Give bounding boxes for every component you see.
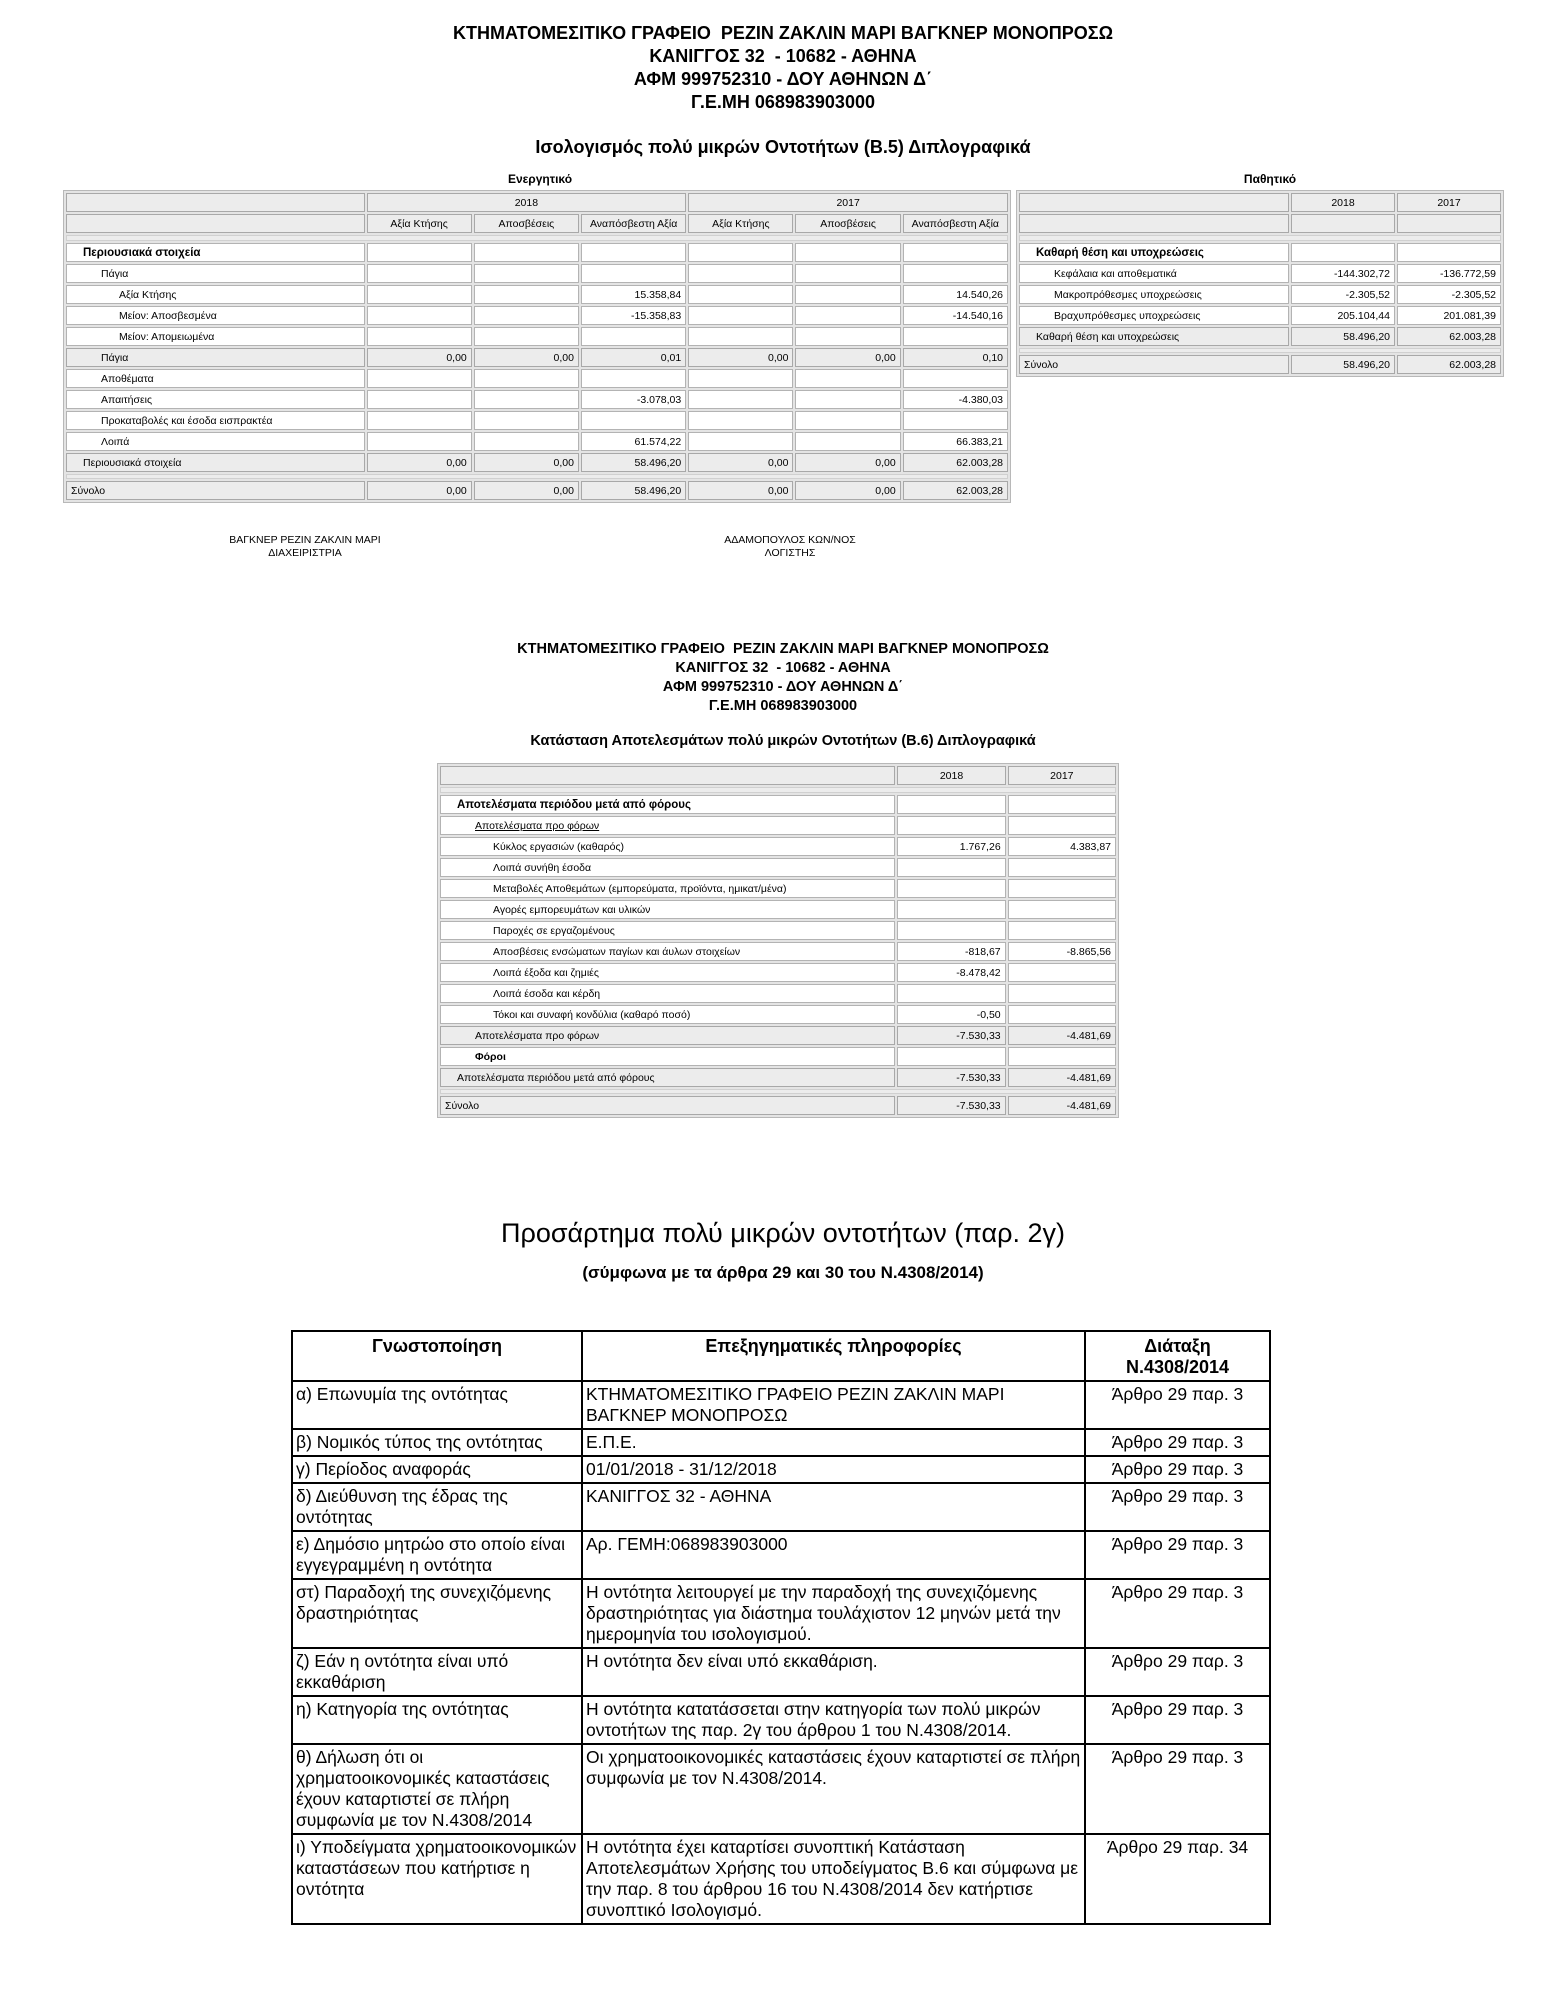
total-row (1019, 355, 1501, 374)
annex-title: Προσάρτημα πολύ μικρών οντοτήτων (παρ. 2γ) (500, 1218, 1066, 1248)
assets-year-row (66, 193, 1008, 212)
value-cell: -2.305,52 (1291, 285, 1395, 304)
row-label: Φόροι (440, 1047, 895, 1066)
row-label: Λοιπά συνήθη έσοδα (440, 858, 895, 877)
explanation-cell: Η οντότητα έχει καταρτίσει συνοπτική Κατάσταση Αποτελεσμάτων Χρήσης του υποδείγματος Β.6 και σύμφωνα με την παρ. 8 του άρθρου 16 του Ν.4308/2014 δεν κατήρτισε συνοπτικό Ισολογισμό. (582, 1834, 1085, 1924)
signature-role: ΔΙΑΧΕΙΡΙΣΤΡΙΑ (268, 547, 342, 559)
company-header (283, 640, 1283, 716)
col-cost-2018: Αξία Κτήσης (367, 214, 472, 233)
table-row (1019, 327, 1501, 346)
disclosure-cell: α) Επωνυμία της οντότητας (292, 1381, 582, 1429)
results-year-2017: 2017 (1008, 766, 1116, 785)
assets-heading: Ενεργητικό (507, 172, 573, 186)
value-cell: -7.530,33 (897, 1068, 1005, 1087)
signature-role: ΛΟΓΙΣΤΗΣ (764, 547, 816, 559)
value-cell: 0,00 (795, 481, 900, 500)
company-address: ΚΑΝΙΓΓΟΣ 32 - 10682 - ΑΘΗΝΑ (649, 46, 917, 66)
table-row (66, 411, 1008, 430)
value-cell: -14.540,16 (903, 306, 1008, 325)
explanation-cell: ΚΤΗΜΑΤΟΜΕΣΙΤΙΚΟ ΓΡΑΦΕΙΟ ΡΕΖΙΝ ΖΑΚΛΙΝ ΜΑΡΙ ΒΑΓΚΝΕΡ ΜΟΝΟΠΡΟΣΩ (582, 1381, 1085, 1429)
annex-table (291, 1330, 1271, 1925)
company-header (283, 22, 1283, 114)
table-row (66, 285, 1008, 304)
liabilities-heading: Παθητικό (1243, 172, 1297, 186)
row-label: Αγορές εμπορευμάτων και υλικών (440, 900, 895, 919)
explanation-cell: Αρ. ΓΕΜΗ:068983903000 (582, 1531, 1085, 1579)
col-net-2017: Αναπόσβεστη Αξία (903, 214, 1008, 233)
balance-sheet-title: Ισολογισμός πολύ μικρών Οντοτήτων (Β.5) Διπλογραφικά (535, 137, 1031, 157)
income-statement-table (437, 763, 1119, 1118)
table-row (292, 1579, 1270, 1648)
value-cell: 0,00 (688, 348, 793, 367)
row-label: Βραχυπρόθεσμες υποχρεώσεις (1019, 306, 1289, 325)
row-label: Λοιπά (66, 432, 365, 451)
disclosure-cell: ε) Δημόσιο μητρώο στο οποίο είναι εγγεγραμμένη η οντότητα (292, 1531, 582, 1579)
value-cell: -2.305,52 (1397, 285, 1501, 304)
company-address: ΚΑΝΙΓΓΟΣ 32 - 10682 - ΑΘΗΝΑ (675, 660, 891, 676)
table-row (440, 900, 1116, 919)
table-row (440, 1047, 1116, 1066)
row-label: Προκαταβολές και έσοδα εισπρακτέα (66, 411, 365, 430)
row-label: Αξία Κτήσης (66, 285, 365, 304)
value-cell (367, 390, 472, 409)
assets-column-header-row (66, 214, 1008, 233)
assets-year-2018: 2018 (367, 193, 687, 212)
explanation-cell: Οι χρηματοοικονομικές καταστάσεις έχουν καταρτιστεί σε πλήρη συμφωνία με τον Ν.4308/2014. (582, 1744, 1085, 1834)
value-cell: 0,00 (795, 348, 900, 367)
table-row (66, 369, 1008, 388)
row-label: Μείον: Απομειωμένα (66, 327, 365, 346)
provision-cell: Άρθρο 29 παρ. 3 (1085, 1531, 1270, 1579)
row-label: Αποτελέσματα περιόδου μετά από φόρους (440, 795, 895, 814)
value-cell (795, 390, 900, 409)
provision-cell: Άρθρο 29 παρ. 3 (1085, 1648, 1270, 1696)
liab-year-2017: 2017 (1397, 193, 1501, 212)
assets-table (63, 190, 1011, 503)
table-row (66, 327, 1008, 346)
value-cell (1008, 1005, 1116, 1024)
value-cell: 0,10 (903, 348, 1008, 367)
value-cell: 0,00 (688, 453, 793, 472)
provision-cell: Άρθρο 29 παρ. 3 (1085, 1579, 1270, 1648)
value-cell: 201.081,39 (1397, 306, 1501, 325)
value-cell: 62.003,28 (903, 453, 1008, 472)
company-tax-id: ΑΦΜ 999752310 - ΔΟΥ ΑΘΗΝΩΝ Δ΄ (633, 69, 933, 89)
value-cell: 205.104,44 (1291, 306, 1395, 325)
col-depr-2017: Αποσβέσεις (795, 214, 900, 233)
results-year-2018: 2018 (897, 766, 1005, 785)
row-label: Αποθέματα (66, 369, 365, 388)
value-cell (474, 390, 579, 409)
table-row (66, 306, 1008, 325)
row-label: Απαιτήσεις (66, 390, 365, 409)
value-cell (474, 432, 579, 451)
value-cell: -818,67 (897, 942, 1005, 961)
table-row (440, 1005, 1116, 1024)
row-label: Κύκλος εργασιών (καθαρός) (440, 837, 895, 856)
results-year-row (440, 766, 1116, 785)
row-label: Σύνολο (66, 481, 365, 500)
explanation-cell: ΚΑΝΙΓΓΟΣ 32 - ΑΘΗΝΑ (582, 1483, 1085, 1531)
liabilities-table (1016, 190, 1504, 377)
explanation-cell: Ε.Π.Ε. (582, 1429, 1085, 1456)
value-cell (795, 306, 900, 325)
col-depr-2018: Αποσβέσεις (474, 214, 579, 233)
provision-law: Ν.4308/2014 (1125, 1357, 1230, 1377)
table-row (66, 243, 1008, 262)
col-explanatory: Επεξηγηματικές πληροφορίες (582, 1331, 1085, 1381)
table-row (1019, 306, 1501, 325)
value-cell: -4.481,69 (1008, 1096, 1116, 1115)
value-cell (688, 432, 793, 451)
table-row (440, 795, 1116, 814)
col-disclosure: Γνωστοποίηση (292, 1331, 582, 1381)
annex-subtitle: (σύμφωνα με τα άρθρα 29 και 30 του Ν.4308/2014) (582, 1263, 984, 1282)
table-row (440, 984, 1116, 1003)
table-row (440, 858, 1116, 877)
value-cell (367, 432, 472, 451)
disclosure-cell: η) Κατηγορία της οντότητας (292, 1696, 582, 1744)
value-cell (474, 285, 579, 304)
row-label: Σύνολο (1019, 355, 1289, 374)
table-row (440, 1068, 1116, 1087)
value-cell: 0,00 (474, 481, 579, 500)
annex-header-row (292, 1331, 1270, 1381)
row-label: Λοιπά έσοδα και κέρδη (440, 984, 895, 1003)
value-cell: 62.003,28 (903, 481, 1008, 500)
value-cell: 0,00 (474, 453, 579, 472)
value-cell (795, 285, 900, 304)
table-row (440, 921, 1116, 940)
row-label: Παροχές σε εργαζομένους (440, 921, 895, 940)
provision-cell: Άρθρο 29 παρ. 3 (1085, 1381, 1270, 1429)
value-cell: -136.772,59 (1397, 264, 1501, 283)
row-label: Πάγια (66, 348, 365, 367)
disclosure-cell: θ) Δήλωση ότι οι χρηματοοικονομικές καταστάσεις έχουν καταρτιστεί σε πλήρη συμφωνία με τον Ν.4308/2014 (292, 1744, 582, 1834)
disclosure-cell: γ) Περίοδος αναφοράς (292, 1456, 582, 1483)
value-cell: 0,00 (474, 348, 579, 367)
value-cell: 62.003,28 (1397, 327, 1501, 346)
company-registry: Γ.Ε.ΜΗ 068983903000 (708, 698, 858, 714)
total-row (440, 1096, 1116, 1115)
company-registry: Γ.Ε.ΜΗ 068983903000 (691, 92, 875, 112)
company-tax-id: ΑΦΜ 999752310 - ΔΟΥ ΑΘΗΝΩΝ Δ΄ (662, 679, 904, 695)
signature-accountant (665, 534, 915, 560)
col-provision (1085, 1331, 1270, 1381)
row-label: Αποτελέσματα προ φόρων (440, 1026, 895, 1045)
row-label: Μακροπρόθεσμες υποχρεώσεις (1019, 285, 1289, 304)
row-label: Πάγια (66, 264, 365, 283)
value-cell: 61.574,22 (581, 432, 686, 451)
row-label: Τόκοι και συναφή κονδύλια (καθαρό ποσό) (440, 1005, 895, 1024)
row-label: Κεφάλαια και αποθεματικά (1019, 264, 1289, 283)
value-cell: 14.540,26 (903, 285, 1008, 304)
value-cell: 0,00 (795, 453, 900, 472)
table-row (1019, 285, 1501, 304)
provision-cell: Άρθρο 29 παρ. 3 (1085, 1456, 1270, 1483)
row-label: Αποτελέσματα περιόδου μετά από φόρους (440, 1068, 895, 1087)
value-cell: 15.358,84 (581, 285, 686, 304)
row-label: Περιουσιακά στοιχεία (66, 243, 365, 262)
value-cell: -4.380,03 (903, 390, 1008, 409)
explanation-cell: Η οντότητα κατατάσσεται στην κατηγορία των πολύ μικρών οντοτήτων της παρ. 2γ του άρθρου 1 του Ν.4308/2014. (582, 1696, 1085, 1744)
value-cell (1008, 963, 1116, 982)
explanation-cell: 01/01/2018 - 31/12/2018 (582, 1456, 1085, 1483)
table-row (66, 432, 1008, 451)
table-row (292, 1483, 1270, 1531)
disclosure-cell: στ) Παραδοχή της συνεχιζόμενης δραστηριότητας (292, 1579, 582, 1648)
table-row (440, 837, 1116, 856)
liab-year-2018: 2018 (1291, 193, 1395, 212)
signature-manager (180, 534, 430, 560)
table-row (440, 816, 1116, 835)
provision-cell: Άρθρο 29 παρ. 3 (1085, 1744, 1270, 1834)
value-cell (688, 285, 793, 304)
value-cell: -7.530,33 (897, 1026, 1005, 1045)
assets-year-2017: 2017 (688, 193, 1008, 212)
provision-cell: Άρθρο 29 παρ. 3 (1085, 1483, 1270, 1531)
provision-label: Διάταξη (1144, 1336, 1211, 1356)
value-cell: 62.003,28 (1397, 355, 1501, 374)
company-name: ΚΤΗΜΑΤΟΜΕΣΙΤΙΚΟ ΓΡΑΦΕΙΟ ΡΕΖΙΝ ΖΑΚΛΙΝ ΜΑΡΙ ΒΑΓΚΝΕΡ ΜΟΝΟΠΡΟΣΩ (517, 641, 1049, 657)
row-label: Καθαρή θέση και υποχρεώσεις (1019, 327, 1289, 346)
liabilities-year-row (1019, 193, 1501, 212)
table-row (292, 1531, 1270, 1579)
value-cell: 58.496,20 (581, 453, 686, 472)
signature-name: ΑΔΑΜΟΠΟΥΛΟΣ ΚΩΝ/ΝΟΣ (724, 534, 856, 546)
disclosure-cell: δ) Διεύθυνση της έδρας της οντότητας (292, 1483, 582, 1531)
disclosure-cell: β) Νομικός τύπος της οντότητας (292, 1429, 582, 1456)
value-cell (367, 306, 472, 325)
table-row (292, 1834, 1270, 1924)
col-cost-2017: Αξία Κτήσης (688, 214, 793, 233)
table-row (440, 942, 1116, 961)
value-cell: 0,00 (688, 481, 793, 500)
table-row (1019, 243, 1501, 262)
table-row (1019, 264, 1501, 283)
row-label: Λοιπά έξοδα και ζημιές (440, 963, 895, 982)
table-row (440, 1026, 1116, 1045)
value-cell (795, 432, 900, 451)
value-cell: 4.383,87 (1008, 837, 1116, 856)
table-row (440, 879, 1116, 898)
value-cell: -0,50 (897, 1005, 1005, 1024)
table-row (66, 264, 1008, 283)
total-row (66, 481, 1008, 500)
value-cell: -4.481,69 (1008, 1026, 1116, 1045)
value-cell (688, 306, 793, 325)
explanation-cell: Η οντότητα δεν είναι υπό εκκαθάριση. (582, 1648, 1085, 1696)
provision-cell: Άρθρο 29 παρ. 3 (1085, 1696, 1270, 1744)
value-cell: -8.865,56 (1008, 942, 1116, 961)
value-cell: 58.496,20 (581, 481, 686, 500)
value-cell (367, 285, 472, 304)
table-row (292, 1744, 1270, 1834)
value-cell: 0,01 (581, 348, 686, 367)
table-row (66, 453, 1008, 472)
col-net-2018: Αναπόσβεστη Αξία (581, 214, 686, 233)
row-label: Σύνολο (440, 1096, 895, 1115)
table-row (66, 348, 1008, 367)
table-row (292, 1648, 1270, 1696)
row-label: Περιουσιακά στοιχεία (66, 453, 365, 472)
provision-cell: Άρθρο 29 παρ. 3 (1085, 1429, 1270, 1456)
disclosure-cell: ι) Υποδείγματα χρηματοοικονομικών καταστάσεων που κατήρτισε η οντότητα (292, 1834, 582, 1924)
table-row (292, 1429, 1270, 1456)
value-cell: 0,00 (367, 481, 472, 500)
value-cell: 0,00 (367, 348, 472, 367)
table-row (66, 390, 1008, 409)
table-row (292, 1456, 1270, 1483)
disclosure-cell: ζ) Εάν η οντότητα είναι υπό εκκαθάριση (292, 1648, 582, 1696)
row-label: Αποσβέσεις ενσώματων παγίων και άυλων στοιχείων (440, 942, 895, 961)
value-cell: 1.767,26 (897, 837, 1005, 856)
value-cell: -7.530,33 (897, 1096, 1005, 1115)
row-label: Καθαρή θέση και υποχρεώσεις (1019, 243, 1289, 262)
signature-name: ΒΑΓΚΝΕΡ ΡΕΖΙΝ ΖΑΚΛΙΝ ΜΑΡΙ (229, 534, 381, 546)
table-row (440, 963, 1116, 982)
value-cell: -144.302,72 (1291, 264, 1395, 283)
table-row (292, 1381, 1270, 1429)
value-cell: -3.078,03 (581, 390, 686, 409)
value-cell: -4.481,69 (1008, 1068, 1116, 1087)
company-name: ΚΤΗΜΑΤΟΜΕΣΙΤΙΚΟ ΓΡΑΦΕΙΟ ΡΕΖΙΝ ΖΑΚΛΙΝ ΜΑΡΙ ΒΑΓΚΝΕΡ ΜΟΝΟΠΡΟΣΩ (453, 23, 1113, 43)
row-label: Αποτελέσματα προ φόρων (440, 816, 895, 835)
value-cell: 58.496,20 (1291, 355, 1395, 374)
value-cell: 66.383,21 (903, 432, 1008, 451)
value-cell (474, 306, 579, 325)
value-cell (688, 390, 793, 409)
value-cell: 0,00 (367, 453, 472, 472)
table-row (292, 1696, 1270, 1744)
explanation-cell: Η οντότητα λειτουργεί με την παραδοχή της συνεχιζόμενης δραστηριότητας για διάστημα τουλάχιστον 12 μηνών μετά την ημερομηνία του ισολογισμού. (582, 1579, 1085, 1648)
value-cell: -8.478,42 (897, 963, 1005, 982)
value-cell: -15.358,83 (581, 306, 686, 325)
value-cell: 58.496,20 (1291, 327, 1395, 346)
row-label: Μεταβολές Αποθεμάτων (εμπορεύματα, προϊόντα, ημικατ/μένα) (440, 879, 895, 898)
provision-cell: Άρθρο 29 παρ. 34 (1085, 1834, 1270, 1924)
income-statement-title: Κατάσταση Αποτελεσμάτων πολύ μικρών Οντοτήτων (Β.6) Διπλογραφικά (530, 733, 1036, 749)
row-label: Μείον: Αποσβεσμένα (66, 306, 365, 325)
